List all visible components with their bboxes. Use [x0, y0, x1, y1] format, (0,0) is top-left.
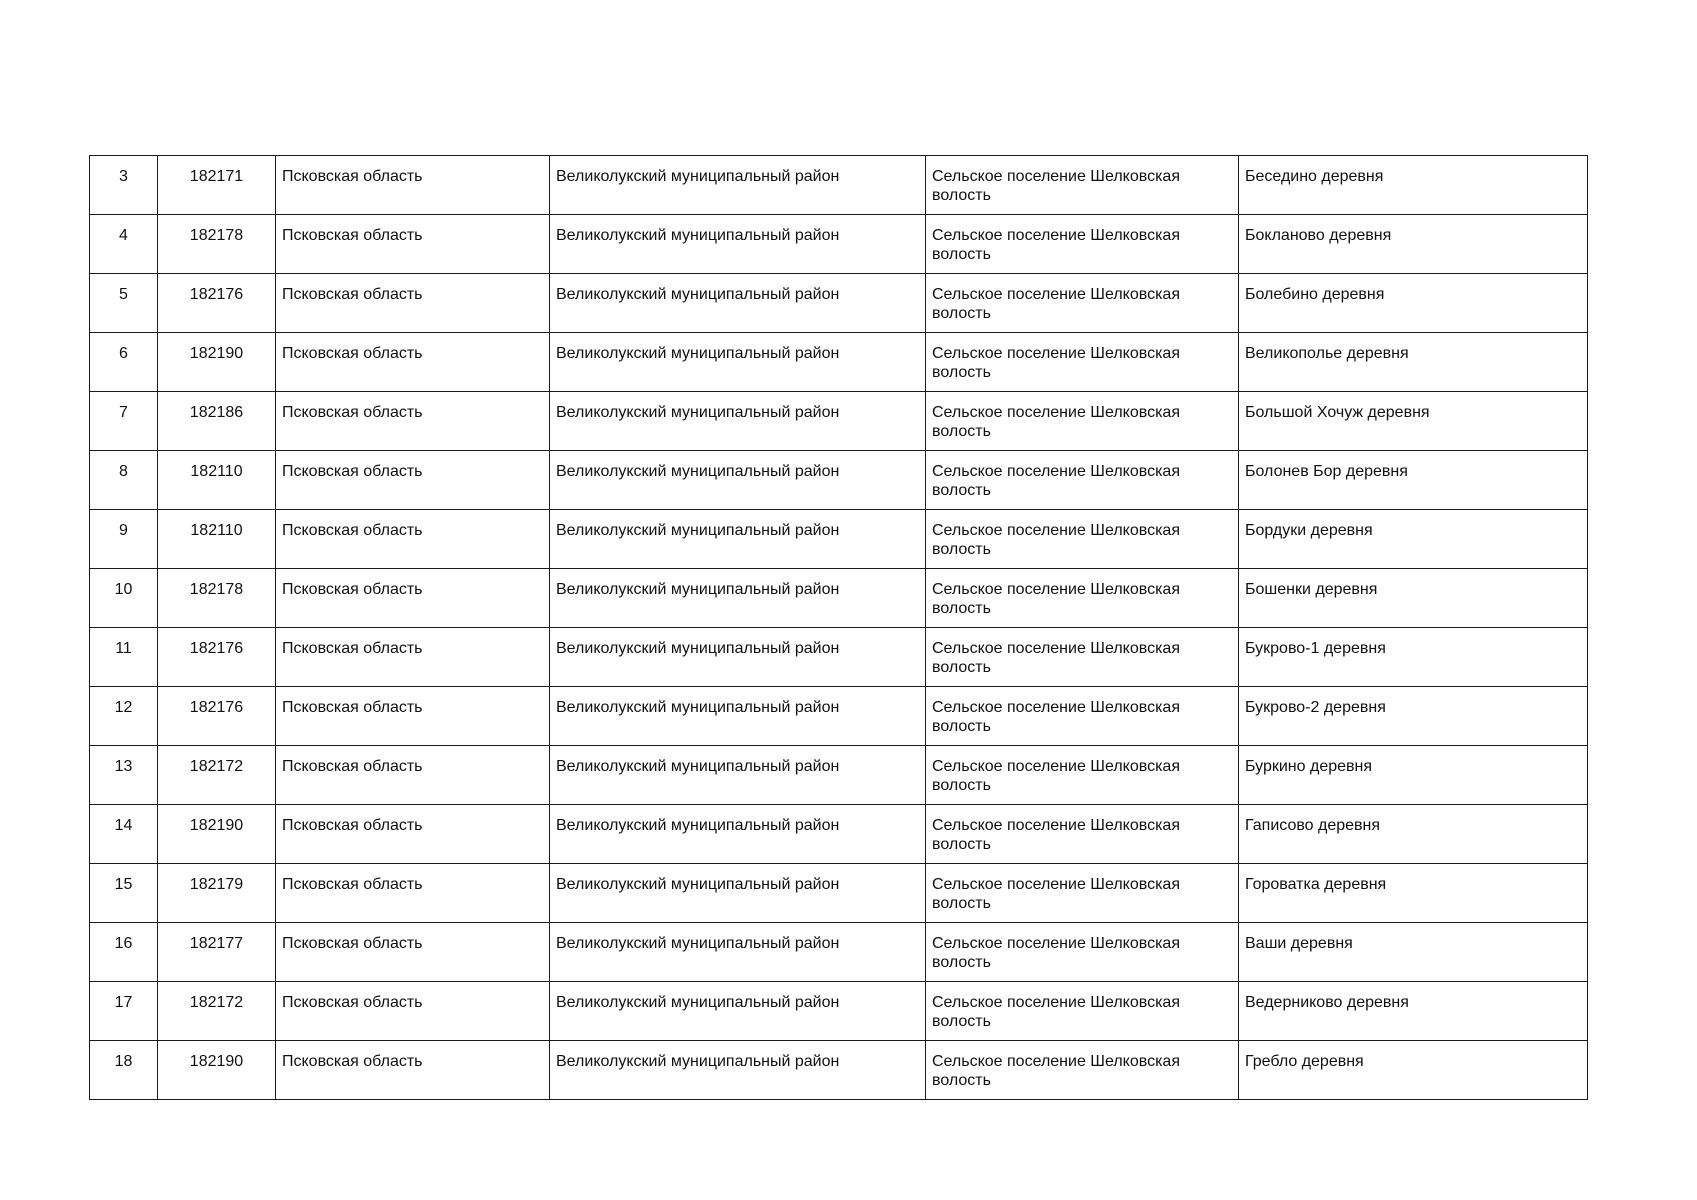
settlement-cell: Сельское поселение Шелковская волость	[926, 746, 1239, 805]
locality-cell: Бошенки деревня	[1239, 569, 1588, 628]
district-cell: Великолукский муниципальный район	[550, 510, 926, 569]
region-cell: Псковская область	[276, 746, 550, 805]
row-number-cell: 17	[90, 982, 158, 1041]
row-number-cell: 4	[90, 215, 158, 274]
postal-index-cell: 182172	[158, 746, 276, 805]
settlement-cell: Сельское поселение Шелковская волость	[926, 156, 1239, 215]
region-cell: Псковская область	[276, 982, 550, 1041]
settlement-cell: Сельское поселение Шелковская волость	[926, 864, 1239, 923]
postal-index-cell: 182179	[158, 864, 276, 923]
settlement-cell: Сельское поселение Шелковская волость	[926, 451, 1239, 510]
settlement-cell: Сельское поселение Шелковская волость	[926, 333, 1239, 392]
locality-cell: Гребло деревня	[1239, 1041, 1588, 1100]
district-cell: Великолукский муниципальный район	[550, 392, 926, 451]
table-row	[90, 274, 1588, 333]
postal-index-cell: 182178	[158, 215, 276, 274]
region-cell: Псковская область	[276, 333, 550, 392]
row-number-cell: 3	[90, 156, 158, 215]
locality-cell: Ведерниково деревня	[1239, 982, 1588, 1041]
table-row	[90, 982, 1588, 1041]
region-cell: Псковская область	[276, 687, 550, 746]
locality-cell: Бордуки деревня	[1239, 510, 1588, 569]
region-cell: Псковская область	[276, 215, 550, 274]
region-cell: Псковская область	[276, 451, 550, 510]
locality-cell: Букрово-1 деревня	[1239, 628, 1588, 687]
row-number-cell: 15	[90, 864, 158, 923]
district-cell: Великолукский муниципальный район	[550, 628, 926, 687]
settlement-cell: Сельское поселение Шелковская волость	[926, 1041, 1239, 1100]
locality-cell: Бокланово деревня	[1239, 215, 1588, 274]
district-cell: Великолукский муниципальный район	[550, 156, 926, 215]
table-row	[90, 569, 1588, 628]
district-cell: Великолукский муниципальный район	[550, 451, 926, 510]
row-number-cell: 13	[90, 746, 158, 805]
district-cell: Великолукский муниципальный район	[550, 569, 926, 628]
district-cell: Великолукский муниципальный район	[550, 1041, 926, 1100]
table-row	[90, 215, 1588, 274]
postal-index-cell: 182172	[158, 982, 276, 1041]
postal-index-cell: 182176	[158, 274, 276, 333]
settlement-cell: Сельское поселение Шелковская волость	[926, 215, 1239, 274]
settlement-cell: Сельское поселение Шелковская волость	[926, 628, 1239, 687]
district-cell: Великолукский муниципальный район	[550, 746, 926, 805]
region-cell: Псковская область	[276, 156, 550, 215]
table-row	[90, 156, 1588, 215]
address-table	[89, 155, 1588, 1100]
locality-cell: Беседино деревня	[1239, 156, 1588, 215]
table-row	[90, 746, 1588, 805]
table-row	[90, 392, 1588, 451]
locality-cell: Гороватка деревня	[1239, 864, 1588, 923]
district-cell: Великолукский муниципальный район	[550, 687, 926, 746]
district-cell: Великолукский муниципальный район	[550, 982, 926, 1041]
district-cell: Великолукский муниципальный район	[550, 274, 926, 333]
region-cell: Псковская область	[276, 569, 550, 628]
postal-index-cell: 182178	[158, 569, 276, 628]
address-table-body	[90, 156, 1588, 1100]
locality-cell: Болонев Бор деревня	[1239, 451, 1588, 510]
settlement-cell: Сельское поселение Шелковская волость	[926, 923, 1239, 982]
table-row	[90, 333, 1588, 392]
region-cell: Псковская область	[276, 274, 550, 333]
region-cell: Псковская область	[276, 864, 550, 923]
settlement-cell: Сельское поселение Шелковская волость	[926, 982, 1239, 1041]
table-row	[90, 687, 1588, 746]
locality-cell: Большой Хочуж деревня	[1239, 392, 1588, 451]
postal-index-cell: 182190	[158, 805, 276, 864]
postal-index-cell: 182110	[158, 451, 276, 510]
row-number-cell: 12	[90, 687, 158, 746]
settlement-cell: Сельское поселение Шелковская волость	[926, 805, 1239, 864]
locality-cell: Ваши деревня	[1239, 923, 1588, 982]
row-number-cell: 14	[90, 805, 158, 864]
region-cell: Псковская область	[276, 510, 550, 569]
table-row	[90, 923, 1588, 982]
postal-index-cell: 182186	[158, 392, 276, 451]
settlement-cell: Сельское поселение Шелковская волость	[926, 569, 1239, 628]
table-row	[90, 864, 1588, 923]
region-cell: Псковская область	[276, 1041, 550, 1100]
row-number-cell: 9	[90, 510, 158, 569]
row-number-cell: 6	[90, 333, 158, 392]
region-cell: Псковская область	[276, 392, 550, 451]
postal-index-cell: 182110	[158, 510, 276, 569]
postal-index-cell: 182190	[158, 333, 276, 392]
region-cell: Псковская область	[276, 805, 550, 864]
district-cell: Великолукский муниципальный район	[550, 864, 926, 923]
settlement-cell: Сельское поселение Шелковская волость	[926, 274, 1239, 333]
settlement-cell: Сельское поселение Шелковская волость	[926, 392, 1239, 451]
region-cell: Псковская область	[276, 628, 550, 687]
row-number-cell: 10	[90, 569, 158, 628]
postal-index-cell: 182190	[158, 1041, 276, 1100]
region-cell: Псковская область	[276, 923, 550, 982]
locality-cell: Великополье деревня	[1239, 333, 1588, 392]
district-cell: Великолукский муниципальный район	[550, 215, 926, 274]
table-row	[90, 805, 1588, 864]
postal-index-cell: 182171	[158, 156, 276, 215]
locality-cell: Букрово-2 деревня	[1239, 687, 1588, 746]
row-number-cell: 7	[90, 392, 158, 451]
row-number-cell: 16	[90, 923, 158, 982]
row-number-cell: 11	[90, 628, 158, 687]
table-row	[90, 510, 1588, 569]
district-cell: Великолукский муниципальный район	[550, 333, 926, 392]
row-number-cell: 18	[90, 1041, 158, 1100]
row-number-cell: 5	[90, 274, 158, 333]
postal-index-cell: 182176	[158, 687, 276, 746]
settlement-cell: Сельское поселение Шелковская волость	[926, 687, 1239, 746]
locality-cell: Гаписово деревня	[1239, 805, 1588, 864]
table-row	[90, 1041, 1588, 1100]
locality-cell: Болебино деревня	[1239, 274, 1588, 333]
locality-cell: Буркино деревня	[1239, 746, 1588, 805]
settlement-cell: Сельское поселение Шелковская волость	[926, 510, 1239, 569]
row-number-cell: 8	[90, 451, 158, 510]
district-cell: Великолукский муниципальный район	[550, 923, 926, 982]
postal-index-cell: 182177	[158, 923, 276, 982]
postal-index-cell: 182176	[158, 628, 276, 687]
table-row	[90, 628, 1588, 687]
district-cell: Великолукский муниципальный район	[550, 805, 926, 864]
table-row	[90, 451, 1588, 510]
